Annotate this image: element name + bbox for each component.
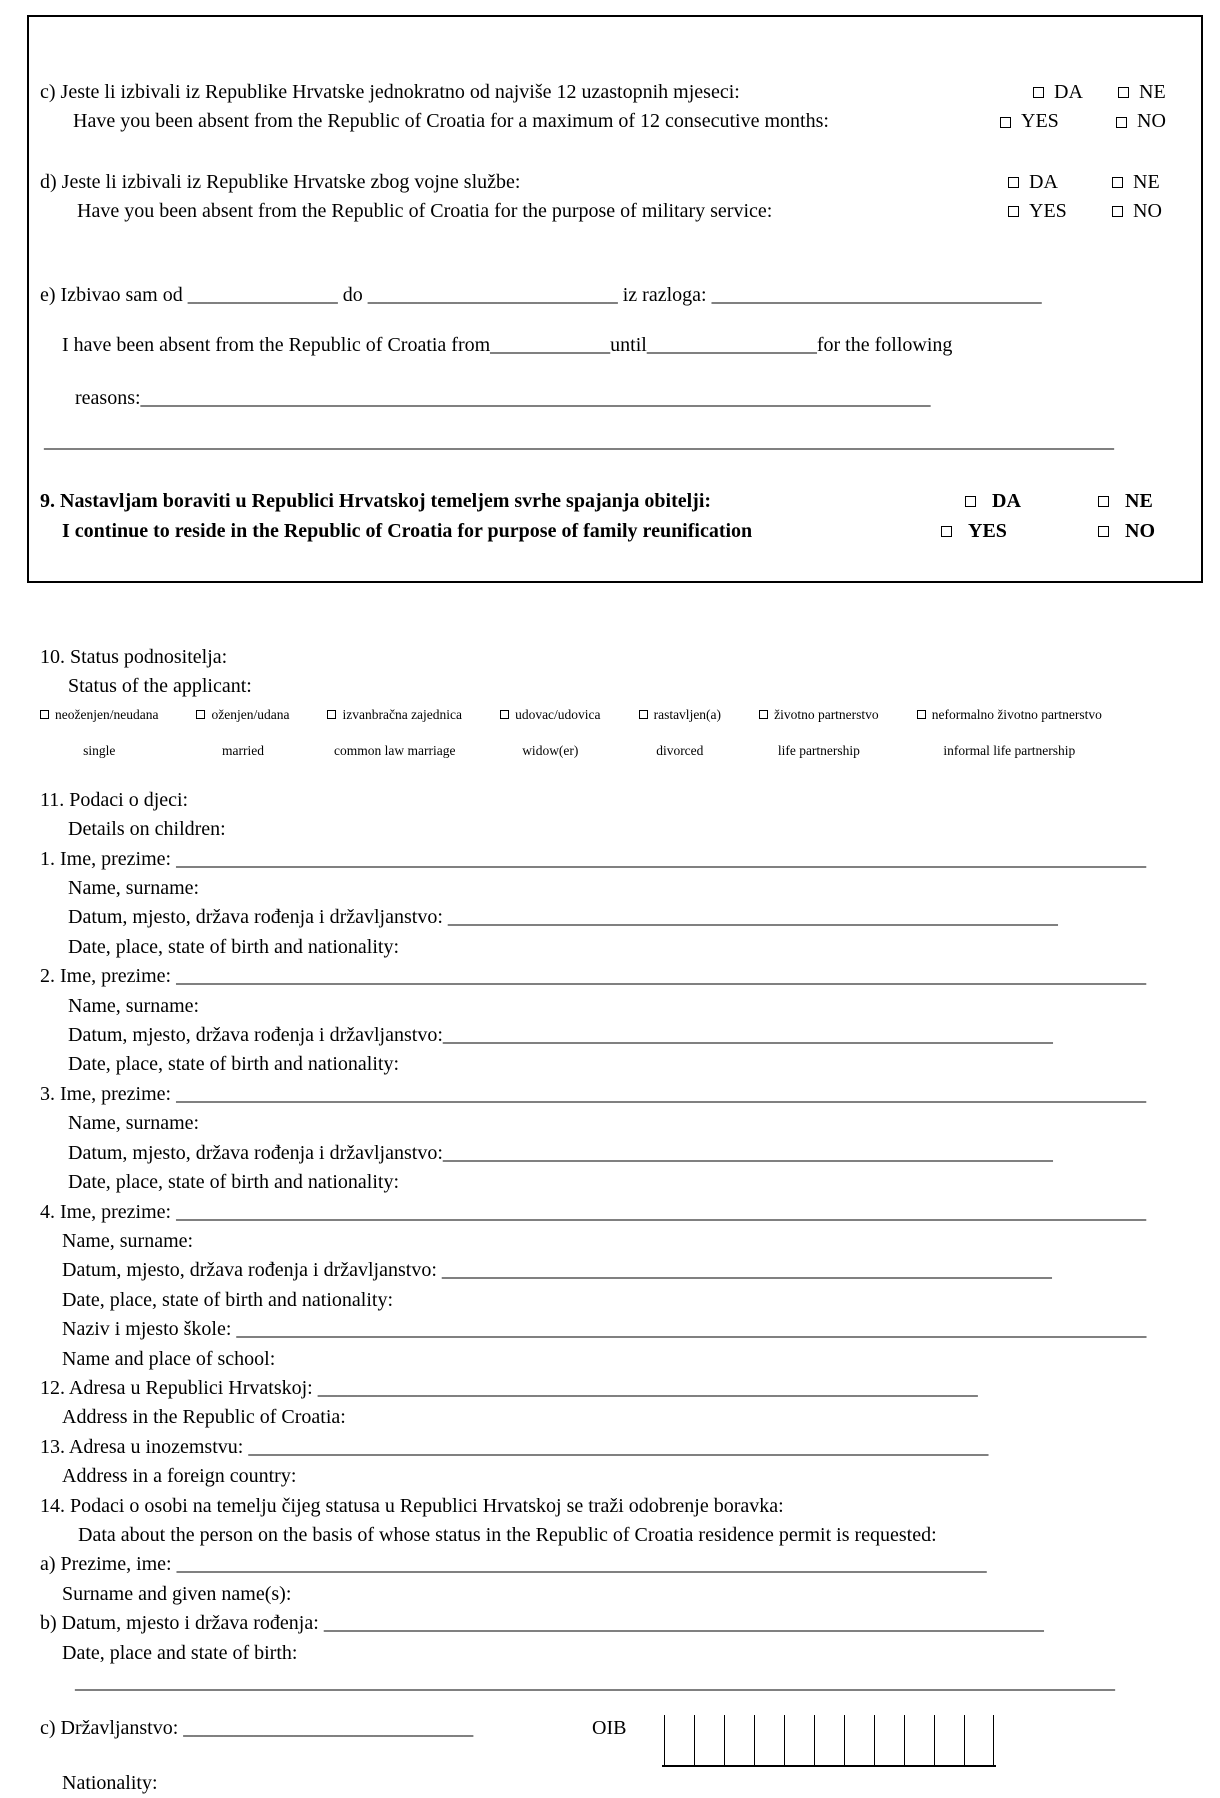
status-option-label-hr: neoženjen/neudana (55, 706, 159, 722)
status-option-common-law-hr[interactable] (327, 706, 462, 723)
checkbox-icon[interactable] (1008, 206, 1019, 217)
section-10-title-en (40, 672, 1205, 701)
child-1-name-line[interactable] (40, 845, 1205, 874)
option-ne-label: NE (1133, 170, 1160, 193)
checkbox-icon[interactable] (196, 710, 205, 719)
option-ne-label: NE (1125, 490, 1153, 513)
blank-field[interactable]: _________________________________________________________________________________________________ (171, 847, 1147, 870)
section-14c-label-hr: c) Državljanstvo: (40, 1717, 179, 1740)
section-13-label-hr: 13. Adresa u inozemstvu: (40, 1435, 244, 1458)
child-birth-label: Datum, mjesto, država rođenja i državljanstvo: (68, 1141, 443, 1164)
child-birth-label-en: Date, place, state of birth and nationality: (62, 1288, 393, 1311)
status-option-label-hr: životno partnerstvo (774, 706, 879, 722)
child-2-birth-en (40, 1050, 1205, 1079)
child-4-name-line[interactable] (40, 1198, 1205, 1227)
checkbox-icon[interactable] (500, 710, 509, 719)
status-option-married (196, 706, 289, 759)
child-1-birth-en (40, 933, 1205, 962)
child-birth-label: Datum, mjesto, država rođenja i državljanstvo: (68, 1024, 443, 1047)
status-option-label-en: married (221, 742, 264, 758)
section-11-title-en-text: Details on children: (68, 818, 226, 841)
status-option-life-partnership (759, 706, 879, 759)
question-d-croatian (40, 168, 1201, 197)
child-1-name-en (40, 874, 1205, 903)
child-3-name-line[interactable] (40, 1080, 1205, 1109)
section-11-title-hr-text: 11. Podaci o djeci: (40, 788, 189, 811)
oib-cell[interactable] (874, 1715, 904, 1765)
child-name-label-en: Name, surname: (68, 1112, 200, 1135)
status-option-informal-life-partnership (917, 706, 1102, 759)
option-da[interactable] (965, 487, 1021, 516)
child-name-label-en: Name, surname: (68, 877, 200, 900)
option-yes[interactable] (941, 517, 1007, 546)
checkbox-icon[interactable] (1118, 87, 1129, 98)
option-da[interactable] (1033, 78, 1083, 107)
option-yes[interactable] (1008, 197, 1067, 226)
section-14-title-hr (40, 1492, 1205, 1521)
child-3-birth-line[interactable] (40, 1139, 1205, 1168)
school-label-en: Name and place of school: (62, 1347, 276, 1370)
section-11-title-en (40, 815, 1205, 844)
blank-field: ________________________________________________________________________________________________________ (75, 1671, 1115, 1693)
checkbox-icon[interactable] (965, 496, 976, 507)
option-da-label: DA (992, 490, 1021, 513)
section-14b-label-en: Date, place and state of birth: (62, 1641, 298, 1664)
child-1-birth-line[interactable] (40, 903, 1205, 932)
school-label: Naziv i mjesto škole: (62, 1318, 232, 1341)
status-option-label-en: divorced (656, 742, 704, 758)
child-2-birth-line[interactable] (40, 1021, 1205, 1050)
child-3-birth-en (40, 1168, 1205, 1197)
status-option-label-hr: izvanbračna zajednica (342, 706, 463, 722)
status-option-label-en: informal life partnership (943, 742, 1076, 758)
child-name-label: 2. Ime, prezime: (40, 965, 172, 988)
oib-cell[interactable] (964, 1715, 994, 1765)
child-2-name-en (40, 992, 1205, 1021)
blank-field: ___________________________________________________________________________________________________________ (44, 429, 1114, 452)
section-14c-line (40, 1714, 1205, 1743)
section-12-line[interactable] (40, 1374, 1205, 1403)
question-c-croatian-text: c) Jeste li izbivali iz Republike Hrvatske jednokratno od najviše 12 uzastopnih mjeseci: (40, 81, 740, 103)
checkbox-icon[interactable] (1008, 177, 1019, 188)
status-option-married-hr[interactable] (196, 706, 289, 723)
section-14a-label-hr: a) Prezime, ime: (40, 1553, 172, 1576)
reasons-text: reasons:_______________________________________________________________________________ (75, 387, 931, 410)
status-option-single-hr[interactable] (40, 706, 158, 723)
question-9-croatian-text: 9. Nastavljam boraviti u Republici Hrvatskoj temeljem svrhe spajanja obitelji: (40, 490, 712, 513)
child-4-name-en (40, 1227, 1205, 1256)
option-no-label: NO (1133, 200, 1162, 223)
status-option-widowed-hr[interactable] (500, 706, 600, 723)
boxed-section (27, 15, 1203, 583)
checkbox-icon[interactable] (917, 710, 926, 719)
status-option-divorced (639, 706, 721, 759)
section-12-label-hr: 12. Adresa u Republici Hrvatskoj: (40, 1376, 313, 1399)
oib-label: OIB (592, 1717, 627, 1740)
option-no[interactable] (1098, 517, 1155, 546)
blank-field[interactable]: _________________________________________________________________________________________________ (171, 1200, 1147, 1223)
blank-field[interactable]: _________________________________________________________________________________________________ (171, 1082, 1147, 1105)
question-e-english (40, 331, 1201, 360)
oib-cell[interactable] (934, 1715, 964, 1765)
section-14b-en (40, 1639, 1205, 1668)
option-no-label: NO (1137, 110, 1166, 133)
status-option-label-hr: oženjen/udana (211, 706, 290, 722)
option-no-label: NO (1125, 519, 1155, 542)
child-birth-label: Datum, mjesto, država rođenja i državljanstvo: (68, 906, 443, 929)
blank-field[interactable]: ___________________________________________________________________________________________ (231, 1318, 1147, 1341)
checkbox-icon[interactable] (941, 526, 952, 537)
reasons-line[interactable] (40, 384, 1201, 413)
question-d-english (40, 197, 1201, 226)
question-9-english-text: I continue to reside in the Republic of Croatia for purpose of family reunification (62, 519, 753, 542)
status-option-label-en: single (83, 742, 116, 758)
child-name-label: 3. Ime, prezime: (40, 1082, 172, 1105)
child-birth-label-en: Date, place, state of birth and nationality: (68, 1171, 399, 1194)
status-option-single (40, 706, 158, 759)
oib-cell[interactable] (724, 1715, 754, 1765)
oib-cell[interactable] (814, 1715, 844, 1765)
blank-field[interactable]: __________________________________________________________________________ (243, 1435, 989, 1458)
status-option-widowed (500, 706, 600, 759)
section-14c-label-en: Nationality: (62, 1771, 158, 1794)
checkbox-icon[interactable] (327, 710, 336, 719)
section-12-label-en: Address in the Republic of Croatia: (62, 1406, 346, 1429)
checkbox-icon[interactable] (1098, 526, 1109, 537)
child-name-label: 1. Ime, prezime: (40, 847, 172, 870)
continuation-blank-line[interactable] (40, 427, 1201, 456)
section-14a-en (40, 1580, 1205, 1609)
blank-field[interactable]: __________________________________________________________________ (312, 1376, 978, 1399)
oib-cell[interactable] (904, 1715, 934, 1765)
status-option-life-partnership-hr[interactable] (759, 706, 879, 723)
child-birth-label: Datum, mjesto, država rođenja i državljanstvo: (62, 1259, 437, 1282)
marital-status-options (40, 706, 1102, 759)
child-4-school-line[interactable] (40, 1315, 1205, 1344)
section-14-title-en (40, 1521, 1205, 1550)
status-option-common-law (327, 706, 462, 759)
section-11-title-hr (40, 786, 1205, 815)
section-13-line[interactable] (40, 1433, 1205, 1462)
option-ne[interactable] (1118, 78, 1166, 107)
child-4-school-en (40, 1345, 1205, 1374)
blank-field[interactable]: ________________________________________________________________________ (318, 1612, 1044, 1635)
option-yes-label: YES (1021, 110, 1059, 133)
checkbox-icon[interactable] (1112, 177, 1123, 188)
question-c-croatian (40, 78, 1201, 107)
section-14-title-hr-text: 14. Podaci o osobi na temelju čijeg statusa u Republici Hrvatskoj se traži odobrenje boravka: (40, 1494, 784, 1517)
blank-field[interactable]: _________________________________________________________________________________________________ (171, 965, 1147, 988)
checkbox-icon[interactable] (40, 710, 49, 719)
option-da-label: DA (1029, 170, 1058, 193)
oib-cell[interactable] (754, 1715, 784, 1765)
option-yes-label: YES (968, 519, 1007, 542)
option-yes[interactable] (1000, 107, 1059, 136)
status-option-label-hr: rastavljen(a) (653, 706, 722, 722)
child-name-label-en: Name, surname: (68, 994, 200, 1017)
checkbox-icon[interactable] (1098, 496, 1109, 507)
blank-field[interactable]: _____________________________ (178, 1717, 474, 1740)
option-ne-label: NE (1139, 81, 1166, 103)
section-13-label-en: Address in a foreign country: (62, 1465, 297, 1488)
option-da-label: DA (1054, 81, 1083, 103)
section-14b-label-hr: b) Datum, mjesto i država rođenja: (40, 1612, 319, 1635)
oib-cell[interactable] (844, 1715, 874, 1765)
option-no[interactable] (1116, 107, 1166, 136)
section-14a-line[interactable] (40, 1550, 1205, 1579)
section-14c-en (40, 1769, 1205, 1798)
child-name-label: 4. Ime, prezime: (40, 1200, 172, 1223)
question-d-english-text: Have you been absent from the Republic of Croatia for the purpose of military service: (77, 200, 773, 223)
checkbox-icon[interactable] (1033, 87, 1044, 98)
blank-field[interactable]: _____________________________________________________________ (442, 1024, 1053, 1047)
section-10-title-hr-text: 10. Status podnositelja: (40, 646, 228, 668)
child-birth-label-en: Date, place, state of birth and nationality: (68, 1053, 399, 1076)
checkbox-icon[interactable] (1116, 117, 1127, 128)
oib-cell[interactable] (664, 1715, 694, 1765)
option-yes-label: YES (1029, 200, 1067, 223)
oib-comb[interactable] (662, 1715, 996, 1767)
question-9-english (40, 517, 1201, 546)
checkbox-icon[interactable] (1112, 206, 1123, 217)
section-10-title-en-text: Status of the applicant: (68, 675, 252, 698)
status-option-label-hr: neformalno životno partnerstvo (931, 706, 1102, 722)
option-ne[interactable] (1112, 168, 1160, 197)
blank-field[interactable]: _____________________________________________________________ (442, 906, 1058, 929)
status-option-label-en: common law marriage (334, 742, 456, 758)
section-12-en (40, 1403, 1205, 1432)
status-option-label-en: life partnership (777, 742, 860, 758)
blank-field[interactable]: _________________________________________________________________________________ (171, 1553, 987, 1576)
oib-cell[interactable] (784, 1715, 814, 1765)
child-4-birth-line[interactable] (40, 1256, 1205, 1285)
blank-field[interactable]: _____________________________________________________________ (442, 1141, 1053, 1164)
question-e-croatian[interactable] (40, 281, 1201, 310)
child-name-label-en: Name, surname: (62, 1229, 194, 1252)
section-10-title-hr (40, 643, 1205, 672)
question-c-english-text: Have you been absent from the Republic of Croatia for a maximum of 12 consecutive months: (73, 110, 829, 133)
question-e-english-text: I have been absent from the Republic of Croatia from____________until_________________for the following (62, 334, 953, 357)
child-3-name-en (40, 1109, 1205, 1138)
status-option-label-hr: udovac/udovica (515, 706, 601, 722)
question-c-english (40, 107, 1201, 136)
checkbox-icon[interactable] (759, 710, 768, 719)
status-option-label-en: widow(er) (522, 742, 579, 758)
section-13-en (40, 1462, 1205, 1491)
section-14a-label-en: Surname and given name(s): (62, 1582, 292, 1605)
section-14-title-en-text: Data about the person on the basis of whose status in the Republic of Croatia residence permit is requested: (78, 1523, 937, 1546)
status-option-divorced-hr[interactable] (639, 706, 721, 723)
option-da[interactable] (1008, 168, 1058, 197)
blank-field[interactable]: _____________________________________________________________ (436, 1259, 1052, 1282)
question-e-croatian-text: e) Izbivao sam od _______________ do _________________________ iz razloga: _________________________________ (40, 283, 1042, 306)
section-14b-line[interactable] (40, 1609, 1205, 1638)
status-option-informal-life-partnership-hr[interactable] (917, 706, 1102, 723)
question-d-croatian-text: d) Jeste li izbivali iz Republike Hrvatske zbog vojne službe: (40, 170, 521, 193)
child-birth-label-en: Date, place, state of birth and nationality: (68, 935, 399, 958)
checkbox-icon[interactable] (1000, 117, 1011, 128)
child-4-birth-en (40, 1286, 1205, 1315)
section-14b-extra-blank-line[interactable] (40, 1668, 1205, 1697)
main-section (40, 643, 1205, 1798)
question-9-croatian (40, 487, 1201, 516)
child-2-name-line[interactable] (40, 962, 1205, 991)
option-no[interactable] (1112, 197, 1162, 226)
option-ne[interactable] (1098, 487, 1153, 516)
oib-cell[interactable] (694, 1715, 724, 1765)
checkbox-icon[interactable] (639, 710, 648, 719)
